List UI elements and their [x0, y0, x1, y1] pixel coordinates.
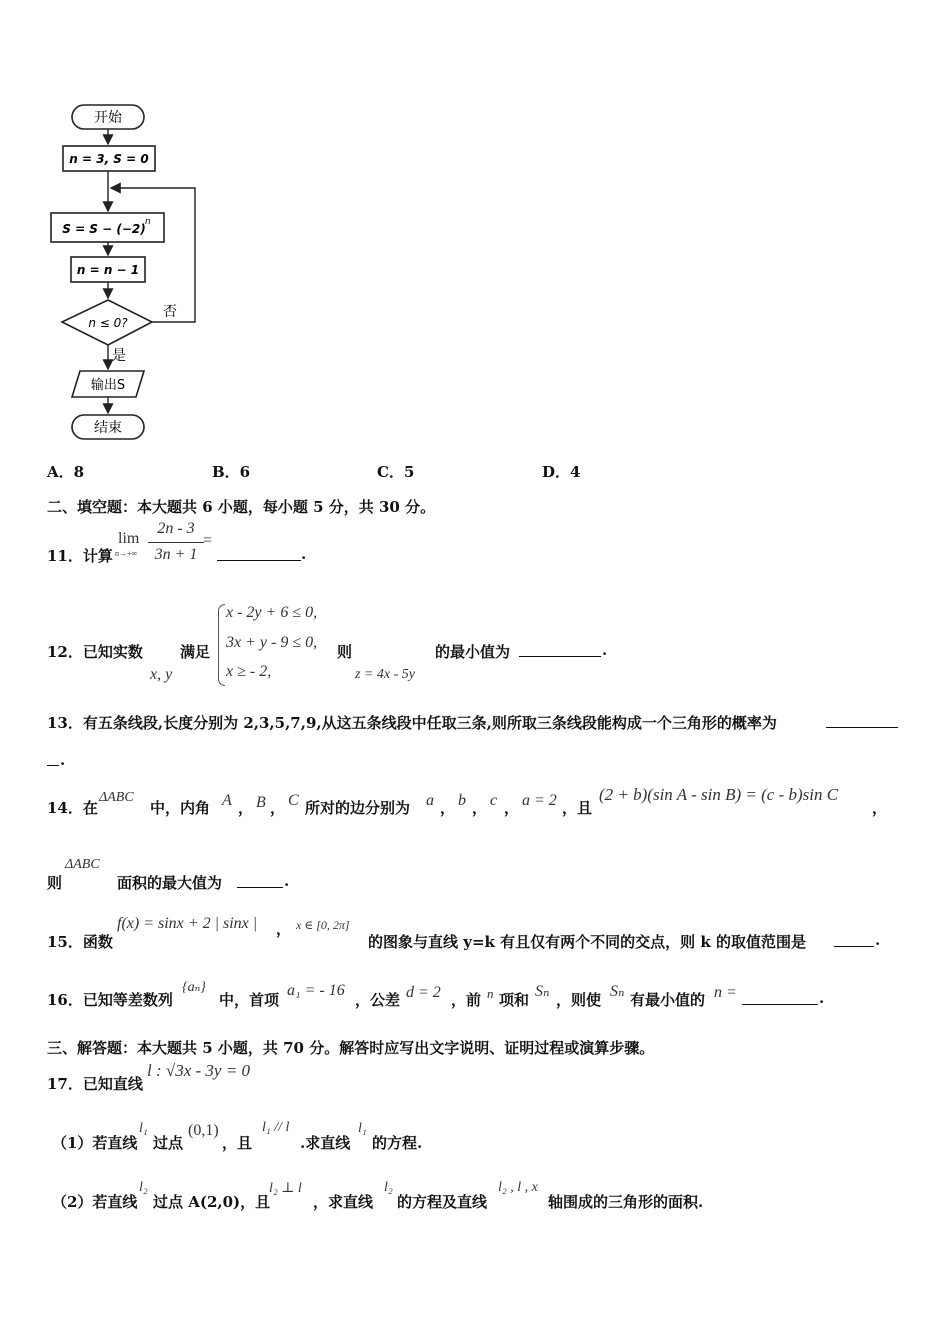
q17-p2-line-list: l₂ , l , x [498, 1180, 538, 1195]
q14-a-value: a = 2 [522, 792, 557, 809]
q12-prefix: 12．已知实数 [47, 643, 143, 661]
q16-n-eq: n = [714, 984, 737, 1001]
q16-text-4: 项和 [499, 991, 530, 1009]
q14-side-a: a [426, 792, 434, 809]
q16-sum-2: Sₙ [610, 983, 625, 1000]
q13-answer-blank-1[interactable] [826, 713, 898, 728]
q17-p1-text-c: ，且 [222, 1134, 253, 1152]
q17-p2-text-c: ，求直线 [313, 1193, 374, 1211]
q17-line-equation: l : √3x - 3y = 0 [147, 1061, 250, 1080]
q11-fraction-bar [148, 542, 204, 543]
q14-angle-b: B [256, 794, 266, 811]
option-c: C．5 [377, 463, 415, 481]
q17-p2-l2: l₂ [139, 1180, 148, 1195]
q17-p1-point: (0,1) [188, 1122, 219, 1139]
q16-end: . [819, 989, 825, 1007]
section3-header: 三、解答题：本大题共 5 小题，共 70 分。解答时应写出文字说明、证明过程或演算步骤。 [47, 1039, 655, 1057]
q13-text: 13．有五条线段,长度分别为 2,3,5,7,9,从这五条线段中任取三条,则所取三条线段能构成一个三角形的概率为 [47, 714, 777, 732]
q14-answer-blank[interactable] [237, 873, 283, 888]
q14-comma-6: ， [872, 799, 888, 817]
q14-side-b: b [458, 792, 466, 809]
q16-n: n [487, 986, 494, 1001]
q17-p1-parallel: l₁ // l [262, 1120, 290, 1135]
q16-first-term: a₁ = - 16 [287, 982, 345, 999]
q14-equation: (2 + b)(sin A - sin B) = (c - b)sin C [599, 785, 839, 804]
q17-p1-text-a: （1）若直线 [52, 1134, 138, 1152]
option-d: D．4 [542, 463, 581, 481]
q17-p2-text-d: 的方程及直线 [397, 1193, 488, 1211]
q15-domain: x ∈ [0, 2π] [296, 918, 350, 932]
q12-tail: 的最小值为 [435, 643, 511, 661]
flow-yes-label: 是 [112, 348, 126, 364]
q12-then: 则 [337, 643, 353, 661]
q15-tail: 的图象与直线 y=k 有且仅有两个不同的交点，则 k 的取值范围是 [368, 933, 806, 951]
q16-text-2: ，公差 [355, 991, 401, 1009]
q14-comma-4: ， [472, 799, 488, 817]
q14-side-c: c [490, 792, 498, 809]
q15-prefix: 15．函数 [47, 933, 113, 951]
q15-comma: ， [276, 920, 292, 938]
q12-brace [218, 604, 225, 686]
q17-p1-l1-b: l₁ [358, 1121, 367, 1136]
flow-init-label: n = 3, S = 0 [69, 152, 149, 166]
q13-end: . [60, 751, 66, 769]
q12-objective: z = 4x - 5y [355, 667, 415, 682]
q14-text-2: 所对的边分别为 [305, 799, 411, 817]
flow-assign-s-label: S = S − (−2) [62, 222, 146, 236]
section2-header: 二、填空题：本大题共 6 小题，每小题 5 分，共 30 分。 [47, 498, 436, 516]
q12-constraint-1: x - 2y + 6 ≤ 0, [226, 604, 318, 621]
q16-text-6: 有最小值的 [630, 991, 706, 1009]
q14-comma-1: ， [238, 799, 254, 817]
q12-satisfy: 满足 [180, 643, 211, 661]
q11-prefix: 11．计算 [47, 547, 113, 565]
q17-p2-perpendicular: l₂ ⊥ l [269, 1181, 302, 1196]
q14-line2-triangle: ΔABC [65, 857, 100, 872]
q11-equals: = [203, 532, 213, 549]
q14-triangle: ΔABC [99, 790, 134, 805]
q17-p1-l1: l₁ [139, 1121, 148, 1136]
q16-prefix: 16．已知等差数列 [47, 991, 173, 1009]
q17-p1-text-e: 的方程. [372, 1134, 423, 1152]
q16-text-3: ，前 [451, 991, 482, 1009]
q14-text-3: ，且 [562, 799, 593, 817]
option-a: A．8 [47, 463, 85, 481]
q17-p2-l2-b: l₂ [384, 1180, 393, 1195]
q11-answer-blank[interactable] [217, 546, 301, 561]
q14-comma-5: ， [504, 799, 520, 817]
q12-vars: x, y [150, 666, 173, 683]
flow-no-label: 否 [163, 304, 177, 320]
q15-function: f(x) = sinx + 2 | sinx | [117, 915, 258, 932]
q11-lim: lim [118, 530, 140, 547]
flow-assign-n-label: n = n − 1 [76, 263, 140, 277]
q15-end: . [875, 931, 881, 949]
q14-prefix: 14．在 [47, 799, 98, 817]
q17-p2-text-a: （2）若直线 [52, 1193, 138, 1211]
option-b: B．6 [212, 463, 251, 481]
q14-end: . [284, 872, 290, 890]
q13-answer-blank-2[interactable] [47, 751, 59, 766]
q14-angle-c: C [288, 792, 299, 809]
q11-numerator: 2n - 3 [157, 520, 195, 537]
flowchart [40, 95, 240, 450]
q17-p2-text-b: 过点 A(2,0)，且 [153, 1193, 271, 1211]
q17-prefix: 17．已知直线 [47, 1075, 143, 1093]
q12-end: . [602, 641, 608, 659]
q14-comma-2: ， [270, 799, 286, 817]
q16-text-5: ，则使 [556, 991, 602, 1009]
q16-answer-blank[interactable] [742, 990, 818, 1005]
q15-answer-blank[interactable] [834, 932, 874, 947]
q11-lim-sub: n→+∞ [115, 549, 138, 558]
q14-text-1: 中，内角 [150, 799, 211, 817]
q17-p2-text-e: 轴围成的三角形的面积. [548, 1193, 704, 1211]
q14-comma-3: ， [440, 799, 456, 817]
q17-p1-text-b: 过点 [153, 1134, 184, 1152]
q12-answer-blank[interactable] [519, 642, 601, 657]
q17-p1-text-d: .求直线 [300, 1134, 351, 1152]
q11-end: . [301, 545, 307, 563]
q14-angle-a: A [222, 792, 232, 809]
q16-sequence: {aₙ} [182, 980, 206, 995]
flow-output-label: 输出S [90, 378, 126, 393]
q14-line2-tail: 面积的最大值为 [117, 874, 223, 892]
q16-sum: Sₙ [535, 983, 550, 1000]
flow-decision-label: n ≤ 0? [88, 316, 128, 330]
flow-end-label: 结束 [94, 420, 122, 436]
flow-start-label: 开始 [94, 110, 122, 126]
flow-assign-s-exponent: n [145, 217, 151, 227]
q11-denominator: 3n + 1 [154, 546, 198, 563]
q12-constraint-2: 3x + y - 9 ≤ 0, [226, 634, 318, 651]
q16-text-1: 中，首项 [219, 991, 280, 1009]
q12-constraint-3: x ≥ - 2, [226, 663, 272, 680]
q16-difference: d = 2 [406, 984, 441, 1001]
q14-line2-prefix: 则 [47, 874, 63, 892]
